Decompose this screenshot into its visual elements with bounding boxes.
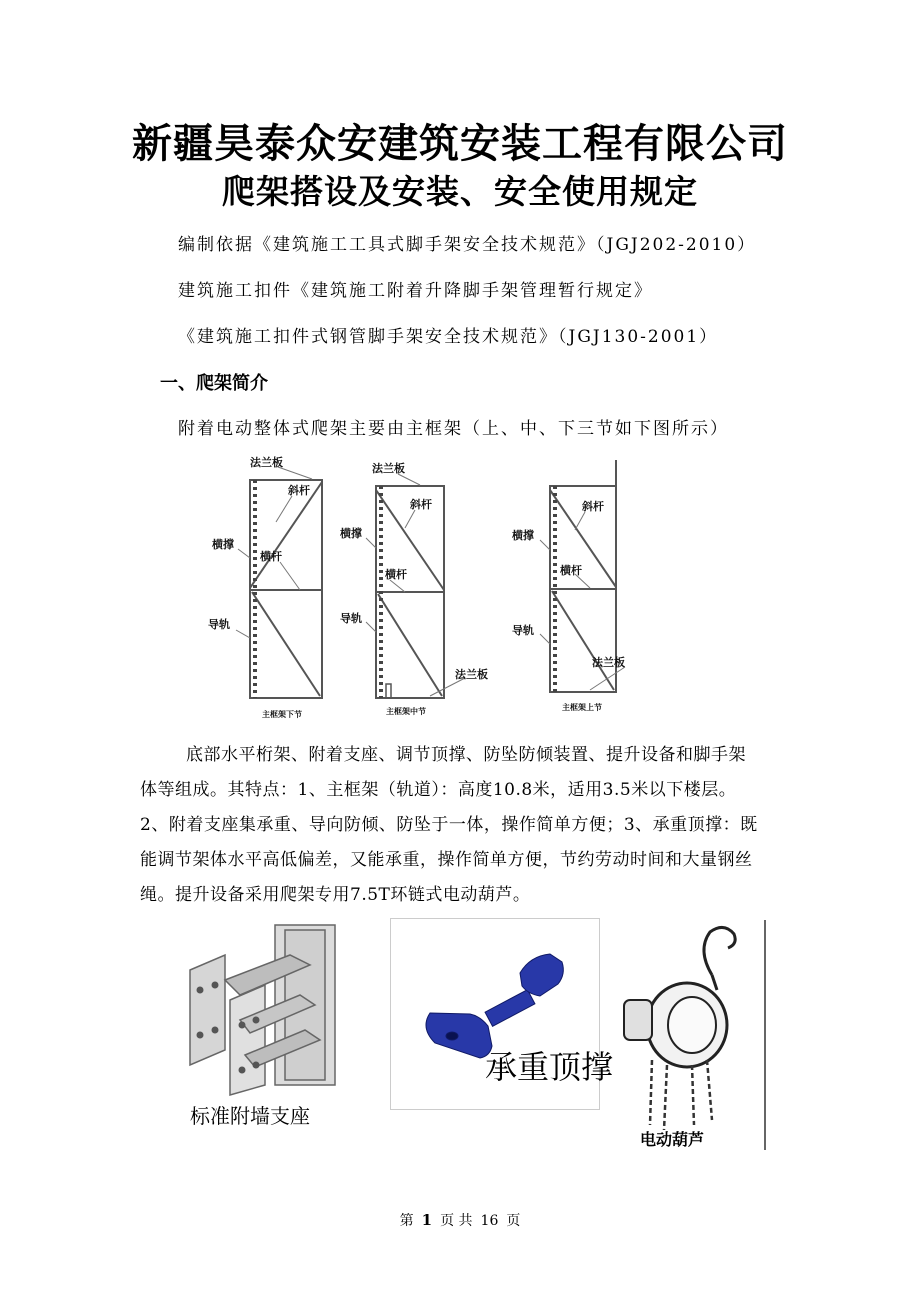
load-jack-image bbox=[390, 918, 614, 1110]
wall-support-image bbox=[180, 925, 380, 1090]
caption-frame-middle: 主框架中节 bbox=[386, 707, 426, 716]
label-brace-1: 横撑 bbox=[212, 538, 234, 551]
label-flange-2b: 法兰板 bbox=[455, 668, 488, 681]
page-footer bbox=[0, 1210, 920, 1230]
document-title: 新疆昊泰众安建筑安装工程有限公司 bbox=[132, 120, 788, 167]
section-intro: 附着电动整体式爬架主要由主框架（上、中、下三节如下图所示） bbox=[178, 419, 729, 439]
label-brace-2: 横撑 bbox=[340, 527, 362, 540]
label-diagonal-1: 斜杆 bbox=[288, 484, 310, 497]
footer-mid: 页 共 bbox=[440, 1213, 473, 1229]
paragraph-line-2: 体等组成。其特点：1、主框架（轨道）：高度10.8米，适用3.5米以下楼层。 bbox=[140, 780, 737, 800]
label-flange-1: 法兰板 bbox=[250, 456, 283, 469]
footer-prefix: 第 bbox=[399, 1213, 414, 1229]
basis-line-1: 编制依据《建筑施工工具式脚手架安全技术规范》（JGJ202-2010） bbox=[178, 235, 757, 255]
document-subtitle: 爬架搭设及安装、安全使用规定 bbox=[222, 172, 698, 211]
paragraph-line-1: 底部水平桁架、附着支座、调节顶撑、防坠防倾装置、提升设备和脚手架 bbox=[186, 745, 746, 765]
footer-page-number: 1 bbox=[421, 1211, 433, 1229]
label-rail-2: 导轨 bbox=[340, 612, 362, 625]
paragraph-line-4: 能调节架体水平高低偏差，又能承重，操作简单方便，节约劳动时间和大量钢丝 bbox=[140, 850, 753, 870]
basis-line-2: 建筑施工扣件《建筑施工附着升降脚手架管理暂行规定》 bbox=[178, 281, 653, 301]
paragraph-line-5: 绳。提升设备采用爬架专用7.5T环链式电动葫芦。 bbox=[140, 885, 531, 905]
section-heading: 一、爬架简介 bbox=[160, 373, 268, 394]
label-flange-3: 法兰板 bbox=[592, 656, 625, 669]
label-crossbar-1: 横杆 bbox=[260, 550, 282, 563]
basis-line-3: 《建筑施工扣件式钢管脚手架安全技术规范》（JGJ130-2001） bbox=[178, 327, 719, 347]
main-frame-figure bbox=[200, 452, 640, 722]
label-flange-2: 法兰板 bbox=[372, 462, 405, 475]
label-rail-1: 导轨 bbox=[208, 618, 230, 631]
paragraph-line-3: 2、附着支座集承重、导向防倾、防坠于一体，操作简单方便；3、承重顶撑：既 bbox=[140, 815, 758, 835]
jack-caption: 承重顶撑 bbox=[485, 1048, 614, 1086]
label-crossbar-3: 横杆 bbox=[560, 564, 582, 577]
label-diagonal-2: 斜杆 bbox=[410, 498, 432, 511]
wall-support-caption: 标准附墙支座 bbox=[190, 1104, 310, 1128]
label-diagonal-3: 斜杆 bbox=[582, 500, 604, 513]
label-brace-3: 横撑 bbox=[512, 529, 534, 542]
electric-hoist-image bbox=[612, 920, 772, 1155]
caption-frame-upper: 主框架上节 bbox=[562, 703, 602, 712]
hoist-caption: 电动葫芦 bbox=[640, 1130, 705, 1149]
footer-total-pages: 16 bbox=[480, 1213, 499, 1229]
label-rail-3: 导轨 bbox=[512, 624, 534, 637]
label-crossbar-2: 横杆 bbox=[385, 568, 407, 581]
caption-frame-lower: 主框架下节 bbox=[262, 710, 302, 719]
footer-suffix: 页 bbox=[506, 1213, 521, 1229]
